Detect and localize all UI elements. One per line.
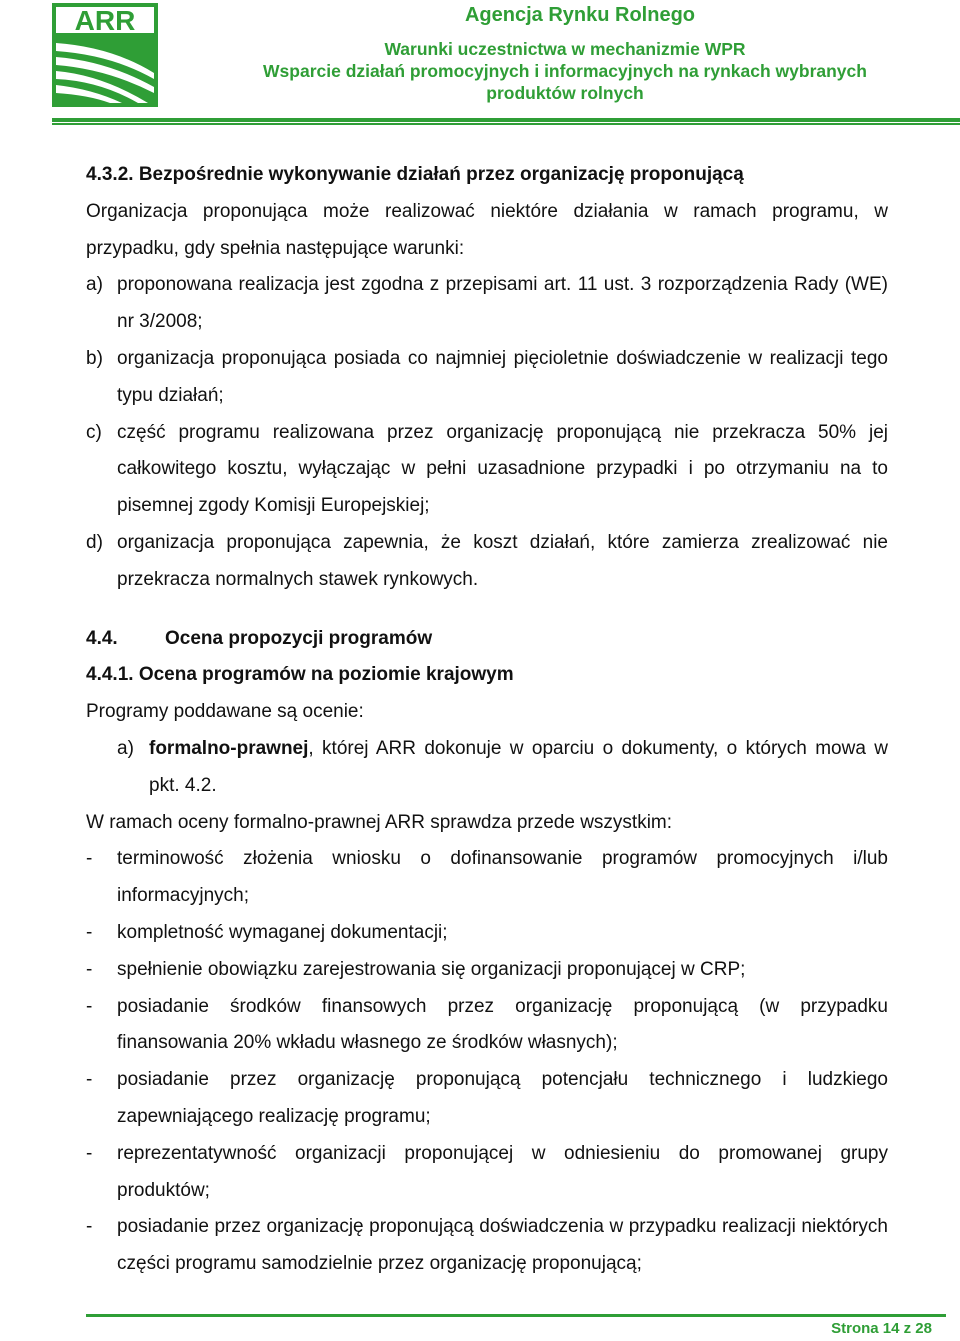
- bullet-marker: -: [86, 921, 93, 943]
- bullet-item: [86, 915, 888, 952]
- list-marker: a): [117, 737, 134, 759]
- intro-paragraph: Programy poddawane są ocenie:: [86, 701, 364, 723]
- heading-4-4: [86, 621, 888, 658]
- bullet-text: spełnienie obowiązku zarejestrowania się organizacji proponującej w CRP;: [117, 958, 746, 980]
- bullet-text: posiadanie przez organizację proponującą potencjału technicznego i ludzkiego zapewniającego realizację programu;: [117, 1069, 888, 1127]
- title-line: produktów rolnych: [486, 83, 644, 103]
- title-line: Warunki uczestnictwa w mechanizmie WPR: [384, 39, 746, 59]
- list-item: [86, 525, 888, 599]
- bullet-text: posiadanie środków finansowych przez organizację proponującą (w przypadku finansowania 20% wkładu własnego ze środków własnych);: [117, 995, 888, 1054]
- section-number: 4.4.: [86, 627, 118, 649]
- bullet-marker: -: [86, 848, 93, 870]
- bullet-marker: -: [86, 958, 93, 980]
- page-header: [0, 0, 960, 130]
- bullet-item: [86, 1062, 888, 1136]
- bullet-marker: -: [86, 1069, 93, 1091]
- header-divider-thin: [52, 123, 960, 125]
- bullet-marker: -: [86, 1142, 93, 1164]
- bullet-item: [86, 841, 888, 915]
- list-item-text: , której ARR dokonuje w oparciu o dokumenty, o których mowa w pkt. 4.2.: [149, 737, 888, 796]
- bullet-marker: -: [86, 1216, 93, 1238]
- list-marker: d): [86, 531, 103, 553]
- check-intro: W ramach oceny formalno-prawnej ARR sprawdza przede wszystkim:: [86, 811, 673, 833]
- bullet-item: [86, 952, 888, 989]
- bullet-item: [86, 989, 888, 1063]
- page-content: [86, 157, 888, 1283]
- list-item-text: organizacja proponująca posiada co najmniej pięcioletnie doświadczenie w realizacji tego typu działań;: [117, 347, 888, 406]
- agency-name: Agencja Rynku Rolnego: [464, 4, 696, 26]
- intro-paragraph: Organizacja proponująca może realizować niektóre działania w ramach programu, w przypadku, gdy spełnia następujące warunki:: [86, 200, 888, 259]
- bold-term: formalno-prawnej: [149, 737, 309, 759]
- list-marker: b): [86, 347, 103, 369]
- bullet-text: kompletność wymaganej dokumentacji;: [117, 921, 448, 943]
- logo-text: ARR: [74, 5, 136, 36]
- list-item-text: proponowana realizacja jest zgodna z przepisami art. 11 ust. 3 rozporządzenia Rady (WE) nr 3/2008;: [117, 274, 888, 333]
- list-item-text: organizacja proponująca zapewnia, że koszt działań, które zamierza zrealizować nie przekracza normalnych stawek rynkowych.: [117, 531, 888, 590]
- header-divider: [52, 118, 960, 122]
- page-number: Strona 14 z 28: [831, 1320, 932, 1337]
- heading-4-3-2: 4.3.2. Bezpośrednie wykonywanie działań przez organizację proponującą: [86, 164, 744, 185]
- list-item: [86, 341, 888, 415]
- bullet-text: terminowość złożenia wniosku o dofinansowanie programów promocyjnych i/lub informacyjnych;: [117, 848, 888, 907]
- bullet-text: reprezentatywność organizacji proponującej w odniesieniu do promowanej grupy produktów;: [117, 1142, 888, 1201]
- footer-divider: [86, 1314, 946, 1317]
- bullet-text: posiadanie przez organizację proponującą doświadczenia w przypadku realizacji niektórych części programu samodzielnie przez organizację proponującą;: [117, 1216, 888, 1275]
- heading-4-4-1: 4.4.1. Ocena programów na poziomie krajowym: [86, 664, 514, 686]
- title-line: Wsparcie działań promocyjnych i informacyjnych na rynkach wybranych: [263, 61, 867, 81]
- bullet-item: [86, 1209, 888, 1283]
- list-item-text: część programu realizowana przez organizację proponującą nie przekracza 50% jej całkowitego kosztu, wyłączając w pełni uzasadnione przypadki i po otrzymaniu na to pisemnej zgody Komisji Europejskiej;: [117, 421, 888, 517]
- list-marker: a): [86, 274, 103, 296]
- bullet-marker: -: [86, 995, 93, 1017]
- document-title: [175, 38, 955, 104]
- list-item: [86, 267, 888, 341]
- list-item: [86, 731, 888, 805]
- section-title: Ocena propozycji programów: [165, 627, 433, 649]
- arr-logo: [52, 3, 158, 107]
- list-item: [86, 415, 888, 525]
- bullet-item: [86, 1136, 888, 1210]
- list-marker: c): [86, 421, 102, 443]
